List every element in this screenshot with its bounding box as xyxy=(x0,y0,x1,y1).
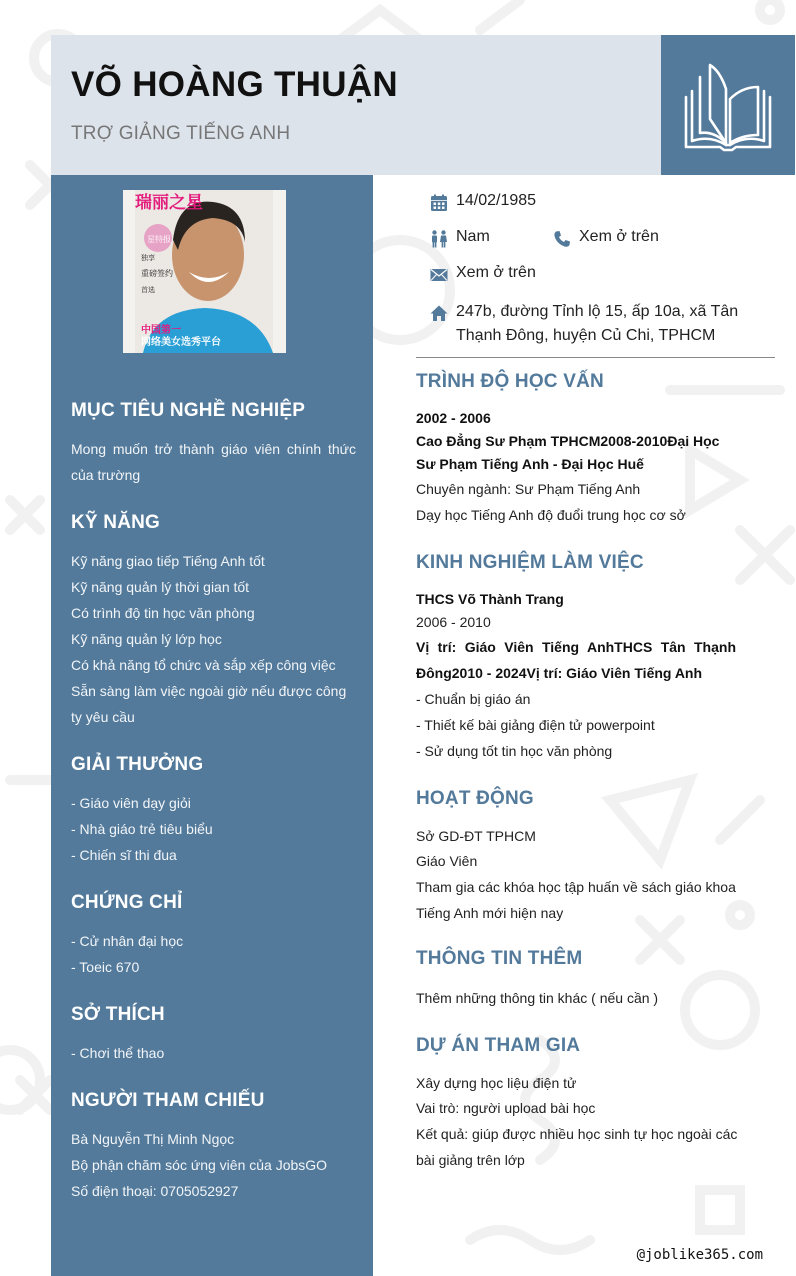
reference-item: Bộ phận chăm sóc ứng viên của JobsGO xyxy=(71,1157,328,1173)
hobby-item: - Chơi thể thao xyxy=(71,1045,165,1061)
deco-cross xyxy=(10,500,40,530)
experience-item: - Chuẩn bị giáo án xyxy=(416,691,531,707)
section-projects xyxy=(416,1035,756,1173)
email-row xyxy=(430,264,536,284)
photo-banner-bottom: 网络美女选秀平台 xyxy=(141,337,221,348)
envelope-icon xyxy=(430,266,448,284)
photo-line: 重磅签约 xyxy=(141,269,173,278)
objective-text: Mong muốn trở thành giáo viên chính thức của trường xyxy=(71,441,356,483)
certificate-item: - Cử nhân đại học xyxy=(71,933,184,949)
section-heading: CHỨNG CHỈ xyxy=(71,892,183,913)
sidebar xyxy=(51,175,373,1276)
deco-slash xyxy=(480,0,520,30)
section-experience xyxy=(416,552,756,764)
home-icon xyxy=(430,304,448,322)
section-awards xyxy=(71,754,356,868)
experience-item: - Thiết kế bài giảng điện tử powerpoint xyxy=(416,717,655,733)
gender-row xyxy=(430,228,490,248)
phone-icon xyxy=(553,230,571,248)
skill-item: Có khả năng tổ chức và sắp xếp công việc xyxy=(71,657,336,673)
address-value: 247b, đường Tỉnh lộ 15, ấp 10a, xã Tân Thạnh Đông, huyện Củ Chi, TPHCM xyxy=(456,303,739,344)
section-heading: GIẢI THƯỞNG xyxy=(71,754,204,775)
section-education xyxy=(416,371,756,528)
education-school: Cao Đẳng Sư Phạm TPHCM2008-2010Đại Học Sư Phạm Tiếng Anh - Đại Học Huế xyxy=(416,433,720,472)
watermark-text: @joblike365.com xyxy=(636,1247,763,1263)
header-icon-box xyxy=(661,35,795,175)
section-heading: NGƯỜI THAM CHIẾU xyxy=(71,1090,265,1111)
section-activities xyxy=(416,788,756,926)
activity-description: Tham gia các khóa học tập huấn về sách giáo khoa Tiếng Anh mới hiện nay xyxy=(416,879,736,921)
photo-magazine-title: 瑞丽之星 xyxy=(135,193,203,213)
gender-icon xyxy=(430,230,448,248)
deco-dot xyxy=(760,0,780,20)
section-objective xyxy=(71,400,356,488)
section-references xyxy=(71,1090,356,1204)
project-result: Kết quả: giúp được nhiều học sinh tự học ngoài các bài giảng trên lớp xyxy=(416,1126,738,1168)
calendar-icon xyxy=(430,194,448,212)
photo-line: 首选 xyxy=(141,286,155,294)
section-heading: DỰ ÁN THAM GIA xyxy=(416,1035,581,1056)
section-heading: THÔNG TIN THÊM xyxy=(416,948,583,969)
education-note: Dạy học Tiếng Anh độ đuổi trung học cơ sở xyxy=(416,507,686,523)
additional-text: Thêm những thông tin khác ( nếu cần ) xyxy=(416,990,659,1006)
skill-item: Kỹ năng giao tiếp Tiếng Anh tốt xyxy=(71,553,265,569)
award-item: - Chiến sĩ thi đua xyxy=(71,847,177,863)
skill-item: Kỹ năng quản lý thời gian tốt xyxy=(71,579,250,595)
award-item: - Giáo viên dạy giỏi xyxy=(71,795,191,811)
contact-divider xyxy=(416,357,775,358)
profile-photo-image xyxy=(123,190,286,353)
job-title: TRỢ GIẢNG TIẾNG ANH xyxy=(71,123,291,144)
experience-position: Vị trí: Giáo Viên Tiếng AnhTHCS Tân Thạnh Đông2010 - 2024Vị trí: Giáo Viên Tiếng Anh xyxy=(416,639,736,681)
activity-organization: Sở GD-ĐT TPHCM xyxy=(416,828,536,844)
certificate-item: - Toeic 670 xyxy=(71,959,140,975)
section-heading: HOẠT ĐỘNG xyxy=(416,788,534,809)
experience-period: 2006 - 2010 xyxy=(416,614,491,630)
deco-wave xyxy=(470,1230,590,1250)
experience-item: - Sử dụng tốt tin học văn phòng xyxy=(416,743,613,759)
photo-banner-top: 中国第一 xyxy=(141,325,181,336)
award-item: - Nhà giáo trẻ tiêu biểu xyxy=(71,821,213,837)
deco-square xyxy=(700,1190,740,1230)
education-major: Chuyên ngành: Sư Phạm Tiếng Anh xyxy=(416,481,641,497)
phone-row xyxy=(553,228,659,248)
skill-item: Kỹ năng quản lý lớp học xyxy=(71,631,222,647)
section-additional-info xyxy=(416,948,756,1011)
project-role: Vai trò: người upload bài học xyxy=(416,1100,596,1116)
section-heading: SỞ THÍCH xyxy=(71,1004,165,1025)
section-heading: KINH NGHIỆM LÀM VIỆC xyxy=(416,552,644,573)
profile-photo xyxy=(123,190,286,353)
section-certificates xyxy=(71,892,356,980)
gender-value: Nam xyxy=(456,228,490,245)
reference-item: Số điện thoại: 0705052927 xyxy=(71,1183,239,1199)
photo-badge: 星特报 xyxy=(147,235,171,244)
section-hobbies xyxy=(71,1004,356,1066)
open-book-icon xyxy=(680,57,776,153)
photo-line: 独享 xyxy=(141,254,155,262)
address-row xyxy=(430,300,750,348)
project-name: Xây dựng học liệu điện tử xyxy=(416,1075,577,1091)
section-heading: TRÌNH ĐỘ HỌC VẤN xyxy=(416,371,604,392)
activity-role: Giáo Viên xyxy=(416,853,478,869)
birthday-row xyxy=(430,192,536,212)
skill-item: Sẵn sàng làm việc ngoài giờ nếu được công ty yêu cầu xyxy=(71,683,347,725)
education-period: 2002 - 2006 xyxy=(416,410,491,426)
birthday-value: 14/02/1985 xyxy=(456,192,537,209)
skill-item: Có trình độ tin học văn phòng xyxy=(71,605,255,621)
section-heading: MỤC TIÊU NGHỀ NGHIỆP xyxy=(71,400,306,421)
section-heading: KỸ NĂNG xyxy=(71,512,161,533)
section-skills xyxy=(71,512,356,730)
header-banner xyxy=(51,35,661,175)
reference-item: Bà Nguyễn Thị Minh Ngọc xyxy=(71,1131,235,1147)
phone-value: Xem ở trên xyxy=(579,228,659,245)
email-value: Xem ở trên xyxy=(456,264,536,281)
candidate-name: VÕ HOÀNG THUẬN xyxy=(71,65,398,104)
experience-company: THCS Võ Thành Trang xyxy=(416,591,564,607)
